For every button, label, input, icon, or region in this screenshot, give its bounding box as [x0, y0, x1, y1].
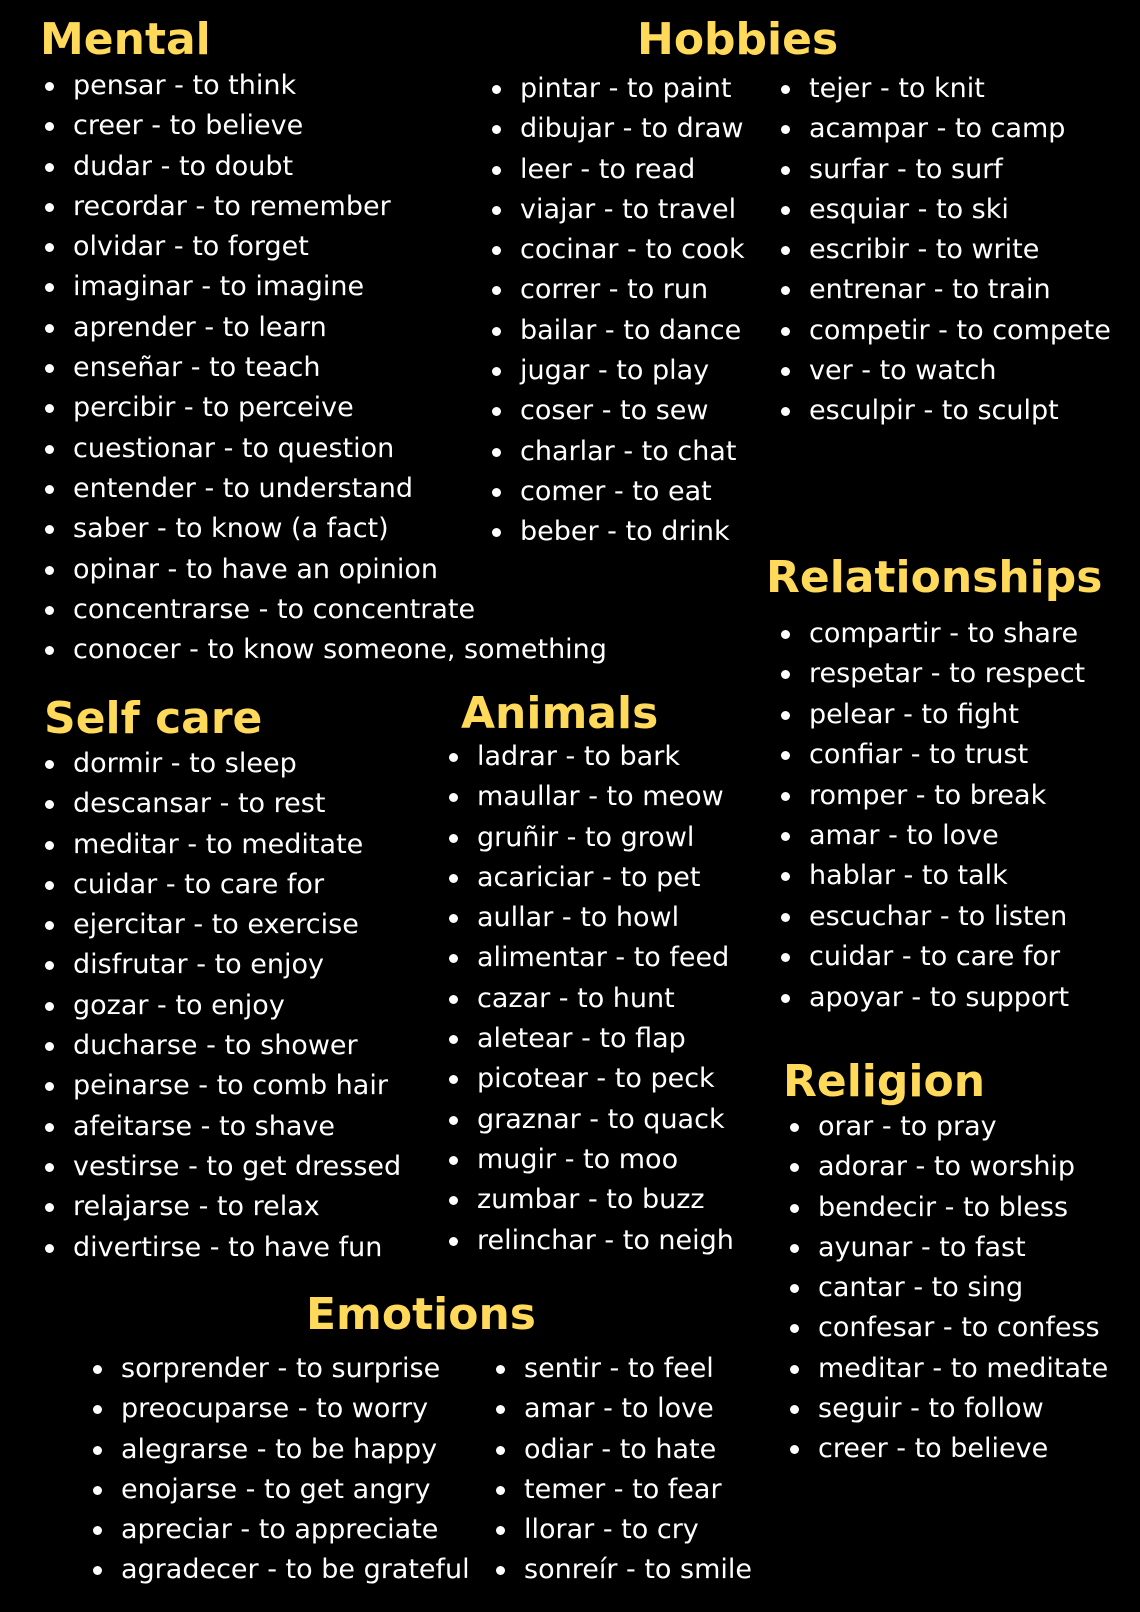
list-item: competir - to compete — [778, 311, 1111, 351]
list-item: orar - to pray — [787, 1107, 1108, 1147]
list-item: jugar - to play — [489, 351, 745, 391]
list-item: descansar - to rest — [42, 784, 401, 824]
list-item: graznar - to quack — [446, 1100, 734, 1140]
list-item: cuidar - to care for — [42, 865, 401, 905]
list-item: acampar - to camp — [778, 109, 1111, 149]
list-item: hablar - to talk — [778, 856, 1085, 896]
list-item: compartir - to share — [778, 614, 1085, 654]
list-item: dudar - to doubt — [42, 147, 607, 187]
heading-religion: Religion — [783, 1056, 986, 1107]
heading-hobbies: Hobbies — [637, 14, 839, 65]
list-item: beber - to drink — [489, 512, 745, 552]
list-item: cuidar - to care for — [778, 937, 1085, 977]
list-item: sonreír - to smile — [493, 1550, 752, 1590]
list-item: llorar - to cry — [493, 1510, 752, 1550]
list-item: amar - to love — [493, 1389, 752, 1429]
list-item: pintar - to paint — [489, 69, 745, 109]
list-item: creer - to believe — [42, 106, 607, 146]
list-item: aletear - to flap — [446, 1019, 734, 1059]
list-item: dibujar - to draw — [489, 109, 745, 149]
list-item: dormir - to sleep — [42, 744, 401, 784]
heading-relationships: Relationships — [766, 552, 1103, 603]
list-hobbies-col1 — [489, 69, 745, 553]
list-item: surfar - to surf — [778, 150, 1111, 190]
list-item: enseñar - to teach — [42, 348, 607, 388]
list-item: concentrarse - to concentrate — [42, 590, 607, 630]
list-item: bendecir - to bless — [787, 1188, 1108, 1228]
list-item: acariciar - to pet — [446, 858, 734, 898]
list-item: conocer - to know someone, something — [42, 630, 607, 670]
list-item: picotear - to peck — [446, 1059, 734, 1099]
list-item: meditar - to meditate — [42, 825, 401, 865]
list-item: afeitarse - to shave — [42, 1107, 401, 1147]
list-emotions-col1 — [90, 1349, 470, 1591]
list-item: cocinar - to cook — [489, 230, 745, 270]
list-item: aullar - to howl — [446, 898, 734, 938]
list-item: gruñir - to growl — [446, 818, 734, 858]
list-item: bailar - to dance — [489, 311, 745, 351]
list-item: aprender - to learn — [42, 308, 607, 348]
list-item: alimentar - to feed — [446, 938, 734, 978]
heading-mental: Mental — [40, 14, 211, 65]
list-item: gozar - to enjoy — [42, 986, 401, 1026]
list-item: ver - to watch — [778, 351, 1111, 391]
list-item: amar - to love — [778, 816, 1085, 856]
heading-self-care: Self care — [44, 693, 263, 744]
list-item: preocuparse - to worry — [90, 1389, 470, 1429]
list-item: recordar - to remember — [42, 187, 607, 227]
list-item: peinarse - to comb hair — [42, 1066, 401, 1106]
list-item: coser - to sew — [489, 391, 745, 431]
list-item: adorar - to worship — [787, 1147, 1108, 1187]
list-item: respetar - to respect — [778, 654, 1085, 694]
list-item: romper - to break — [778, 776, 1085, 816]
list-item: vestirse - to get dressed — [42, 1147, 401, 1187]
list-item: enojarse - to get angry — [90, 1470, 470, 1510]
list-item: relinchar - to neigh — [446, 1221, 734, 1261]
list-item: saber - to know (a fact) — [42, 509, 607, 549]
list-relationships — [778, 614, 1085, 1018]
list-item: leer - to read — [489, 150, 745, 190]
list-item: confiar - to trust — [778, 735, 1085, 775]
list-item: divertirse - to have fun — [42, 1228, 401, 1268]
list-item: apoyar - to support — [778, 978, 1085, 1018]
list-item: zumbar - to buzz — [446, 1180, 734, 1220]
list-item: temer - to fear — [493, 1470, 752, 1510]
list-hobbies-col2 — [778, 69, 1111, 432]
list-item: viajar - to travel — [489, 190, 745, 230]
heading-emotions: Emotions — [306, 1289, 536, 1340]
list-item: sorprender - to surprise — [90, 1349, 470, 1389]
list-item: seguir - to follow — [787, 1389, 1108, 1429]
list-item: percibir - to perceive — [42, 388, 607, 428]
list-item: entrenar - to train — [778, 270, 1111, 310]
list-item: ladrar - to bark — [446, 737, 734, 777]
list-item: charlar - to chat — [489, 432, 745, 472]
list-item: disfrutar - to enjoy — [42, 945, 401, 985]
list-item: mugir - to moo — [446, 1140, 734, 1180]
list-item: ayunar - to fast — [787, 1228, 1108, 1268]
list-item: opinar - to have an opinion — [42, 550, 607, 590]
list-item: creer - to believe — [787, 1429, 1108, 1469]
list-item: esquiar - to ski — [778, 190, 1111, 230]
list-item: cazar - to hunt — [446, 979, 734, 1019]
list-item: imaginar - to imagine — [42, 267, 607, 307]
list-item: meditar - to meditate — [787, 1349, 1108, 1389]
list-item: relajarse - to relax — [42, 1187, 401, 1227]
list-item: ejercitar - to exercise — [42, 905, 401, 945]
list-item: sentir - to feel — [493, 1349, 752, 1389]
list-item: pelear - to fight — [778, 695, 1085, 735]
list-item: alegrarse - to be happy — [90, 1430, 470, 1470]
list-self-care — [42, 744, 401, 1268]
list-item: odiar - to hate — [493, 1430, 752, 1470]
list-emotions-col2 — [493, 1349, 752, 1591]
list-item: pensar - to think — [42, 66, 607, 106]
list-item: olvidar - to forget — [42, 227, 607, 267]
list-item: ducharse - to shower — [42, 1026, 401, 1066]
list-item: esculpir - to sculpt — [778, 391, 1111, 431]
list-item: cuestionar - to question — [42, 429, 607, 469]
list-item: entender - to understand — [42, 469, 607, 509]
list-item: cantar - to sing — [787, 1268, 1108, 1308]
list-item: apreciar - to appreciate — [90, 1510, 470, 1550]
list-item: tejer - to knit — [778, 69, 1111, 109]
list-animals — [446, 737, 734, 1261]
list-item: maullar - to meow — [446, 777, 734, 817]
list-item: escribir - to write — [778, 230, 1111, 270]
list-item: confesar - to confess — [787, 1308, 1108, 1348]
list-item: agradecer - to be grateful — [90, 1550, 470, 1590]
heading-animals: Animals — [461, 688, 659, 739]
list-item: escuchar - to listen — [778, 897, 1085, 937]
list-item: comer - to eat — [489, 472, 745, 512]
list-item: correr - to run — [489, 270, 745, 310]
list-religion — [787, 1107, 1108, 1470]
